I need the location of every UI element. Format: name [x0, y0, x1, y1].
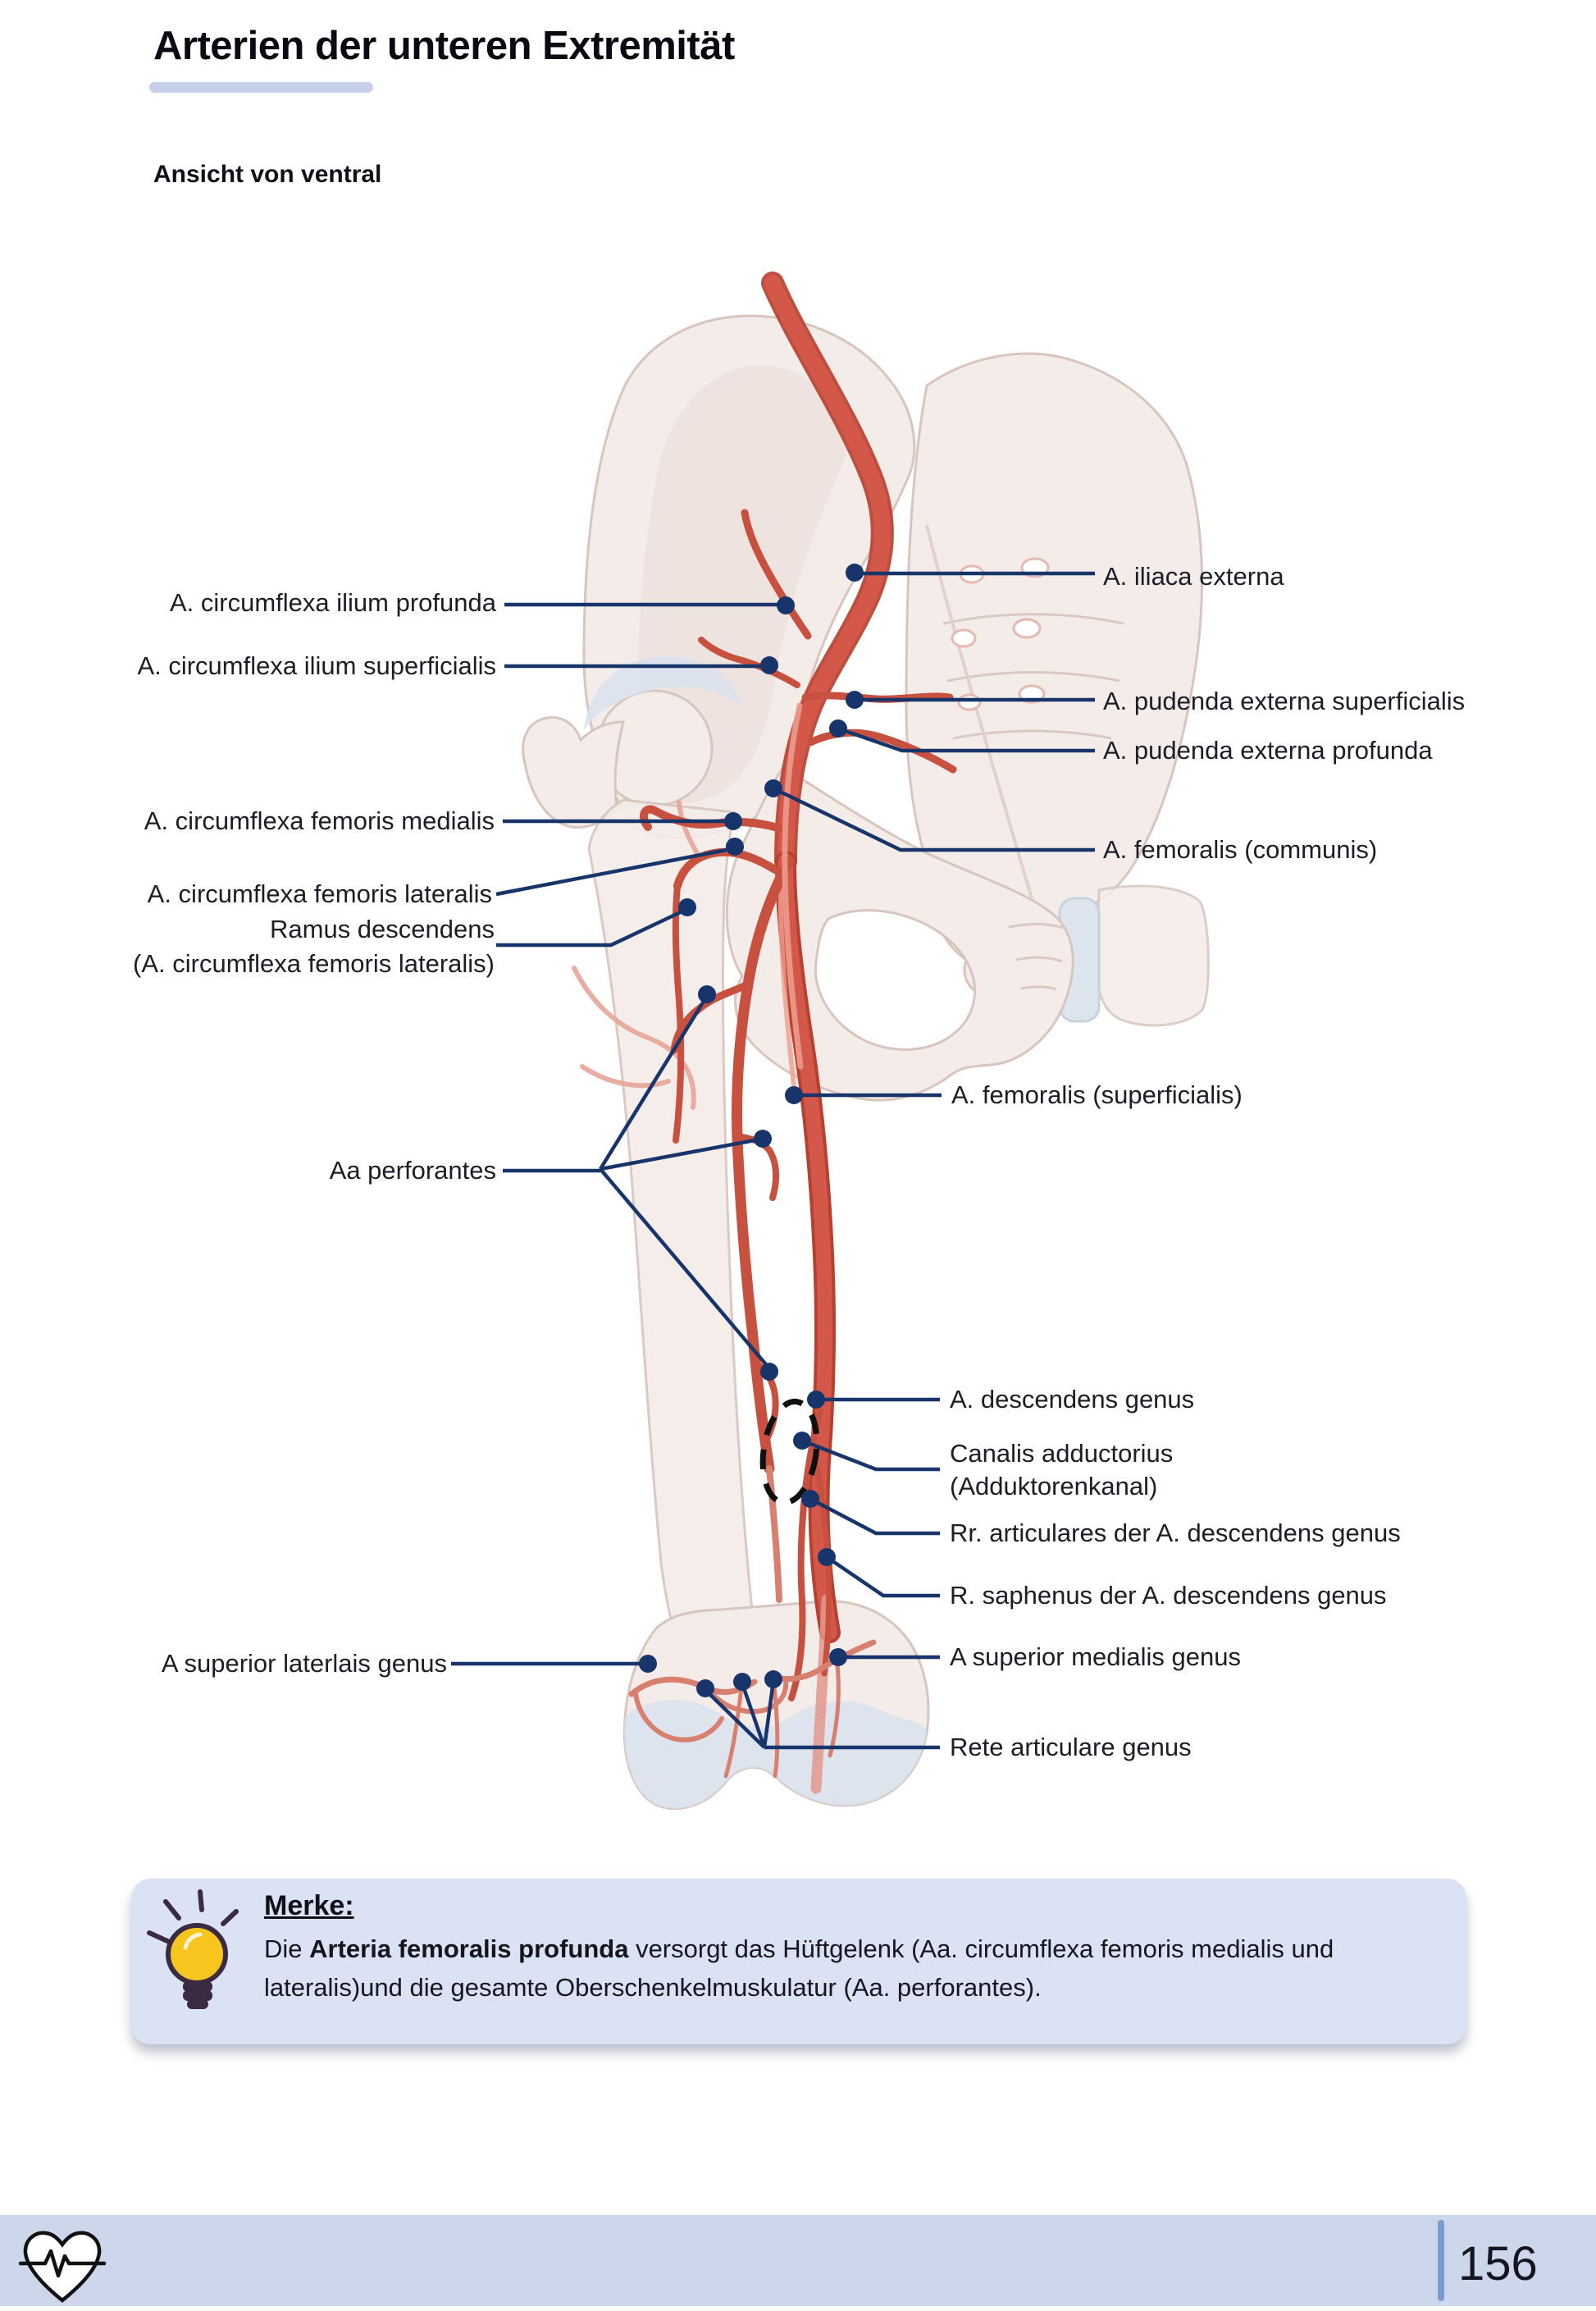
label-canalis-adductorius-line2: (Adduktorenkanal) [950, 1472, 1158, 1500]
lightbulb-icon [138, 1885, 261, 2016]
merke-heading: Merke: [264, 1890, 354, 1921]
view-subtitle: Ansicht von ventral [153, 161, 382, 188]
page-number-accent-bar [1438, 2220, 1444, 2301]
label-ramus-descendens [133, 912, 495, 981]
label-aa-perforantes: Aa perforantes [329, 1156, 496, 1185]
heart-ecg-logo-icon [16, 2225, 108, 2307]
label-a-femoralis-superficialis: A. femoralis (superficialis) [951, 1080, 1243, 1109]
label-ramus-descendens-line2: (A. circumflexa femoris lateralis) [133, 949, 495, 978]
label-a-circumflexa-ilium-superficialis: A. circumflexa ilium superficialis [137, 651, 496, 680]
label-canalis-adductorius-line1: Canalis adductorius [950, 1439, 1174, 1468]
label-a-superior-lateralis-genus: A superior laterlais genus [161, 1649, 447, 1678]
label-a-circumflexa-femoris-lateralis: A. circumflexa femoris lateralis [147, 879, 492, 908]
label-rete-articulare-genus: Rete articulare genus [950, 1733, 1192, 1761]
page-number: 156 [1458, 2237, 1538, 2290]
merke-body-text [264, 1930, 1355, 2007]
label-a-circumflexa-ilium-profunda: A. circumflexa ilium profunda [170, 588, 496, 617]
label-a-superior-medialis-genus: A superior medialis genus [950, 1642, 1241, 1671]
label-a-circumflexa-femoris-medialis: A. circumflexa femoris medialis [144, 806, 495, 835]
page-title: Arterien der unteren Extremität [153, 24, 735, 68]
label-a-descendens-genus: A. descendens genus [950, 1385, 1195, 1414]
footer-band [0, 2215, 1596, 2306]
label-canalis-adductorius [950, 1437, 1173, 1503]
label-ramus-descendens-line1: Ramus descendens [270, 915, 495, 943]
merke-lead: Die [264, 1934, 310, 1963]
label-a-iliaca-externa: A. iliaca externa [1103, 562, 1284, 591]
title-underline-accent [149, 82, 373, 93]
merke-rest: versorgt das Hüftgelenk (Aa. circumflexa femoris medialis und lateralis)und die gesamte Oberschenkelmuskulatur (Aa. perforantes). [264, 1934, 1334, 2002]
merke-bold-term: Arteria femoralis profunda [309, 1934, 629, 1963]
label-a-pudenda-externa-profunda: A. pudenda externa profunda [1103, 736, 1433, 765]
label-rr-articulares: Rr. articulares der A. descendens genus [950, 1519, 1401, 1547]
label-a-pudenda-externa-superficialis: A. pudenda externa superficialis [1103, 687, 1466, 715]
label-a-femoralis-communis: A. femoralis (communis) [1103, 835, 1378, 864]
label-r-saphenus: R. saphenus der A. descendens genus [950, 1581, 1387, 1610]
